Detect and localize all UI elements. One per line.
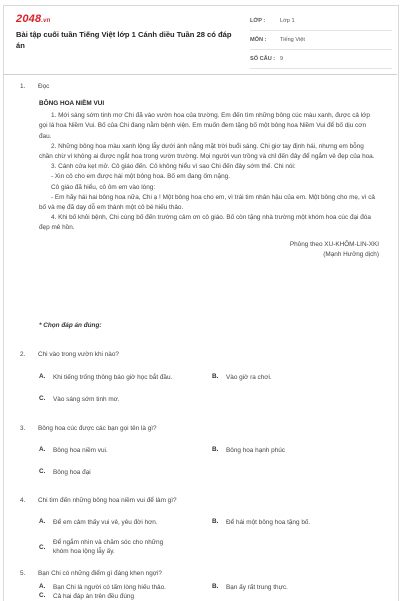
meta-key: SỐ CÂU : — [250, 56, 276, 62]
meta-table — [250, 12, 392, 69]
passage-paragraph: 3. Cánh cửa kẹt mở. Cô giáo đến. Cô không hiểu vì sao Chi đến đây sớm thế. Chi nói: — [51, 163, 296, 171]
site-logo[interactable]: 2048.vn — [16, 13, 51, 25]
option-letter: C. — [39, 395, 46, 402]
option-a[interactable] — [39, 583, 166, 592]
passage-paragraph: Cô giáo đã hiểu, cô ôm em vào lòng: — [51, 183, 156, 191]
option-letter: C. — [39, 592, 46, 599]
option-letter: B. — [212, 373, 219, 380]
option-text: Cả hai đáp án trên đều đúng — [53, 593, 135, 600]
option-letter: A. — [39, 373, 46, 380]
meta-row-class — [250, 12, 392, 31]
meta-key: LỚP : — [250, 18, 266, 24]
option-b[interactable] — [212, 518, 310, 527]
option-text: Vào sáng sớm tinh mơ. — [53, 396, 120, 403]
meta-row-subject — [250, 31, 392, 50]
question-text: Bạn Chi có những điểm gì đáng khen ngợi? — [38, 570, 162, 577]
option-text: Vào giờ ra chơi. — [226, 374, 272, 381]
instruction: * Chọn đáp án đúng: — [39, 322, 102, 329]
option-text: Để ngắm nhìn và chăm sóc cho những khóm hoa lộng lẫy ấy. — [53, 539, 164, 555]
option-b[interactable] — [212, 373, 272, 382]
option-text: Bông hoa niềm vui. — [53, 447, 108, 454]
option-text: Khi tiếng trống thông báo giờ học bắt đầu. — [53, 374, 173, 381]
option-c[interactable] — [39, 468, 91, 477]
option-a[interactable] — [39, 518, 158, 527]
option-text: Bông hoa đại — [53, 469, 91, 476]
passage-paragraph: 2. Những bông hoa màu xanh lộng lẫy dưới ánh nắng mặt trời buổi sáng. Chi giơ tay định hái, nhưng em bỗng chần chừ vì không ai được ngắt hoa trong vườn trường. Mọi người vun trồng và chỉ đến đây để ngắm vẻ đẹp của hoa. — [39, 142, 375, 161]
question-text: Bông hoa cúc được các bạn gọi tên là gì? — [38, 425, 157, 432]
option-letter: A. — [39, 446, 46, 453]
question-text: Chi vào trong vườn khi nào? — [38, 351, 119, 358]
passage-paragraph: - Em hãy hái hai bông hoa nữa, Chi ạ ! Một bông hoa cho em, vì trái tim nhân hậu của em. Một bông cho mẹ, vì cả bố và mẹ đã dạy dỗ em thành một cô bé hiếu thảo. — [39, 193, 375, 212]
passage-author: Phỏng theo XU-KHÔM-LIN-XKI — [289, 240, 379, 248]
question-2 — [20, 351, 119, 358]
passage-paragraph: - Xin cô cho em được hái một bông hoa. Bố em đang ốm nặng. — [51, 173, 230, 181]
passage-paragraph: 4. Khi bố khỏi bệnh, Chi cùng bố đến trường cảm ơn cô giáo. Bố còn tặng nhà trường một khóm hoa cúc đại đóa đẹp mê hồn. — [39, 214, 371, 232]
question-number: 2. — [20, 351, 26, 358]
option-letter: B. — [212, 446, 219, 453]
option-letter: A. — [39, 583, 46, 590]
option-c[interactable] — [39, 395, 120, 404]
meta-row-count — [250, 50, 392, 69]
option-letter: C. — [39, 543, 46, 551]
question-3 — [20, 425, 157, 432]
option-text: Để hái một bông hoa tặng bố. — [226, 519, 311, 526]
option-text: Bạn ấy rất trung thực. — [226, 584, 288, 591]
question-1 — [20, 83, 49, 90]
page-title: Bài tập cuối tuần Tiếng Việt lớp 1 Cánh diều Tuần 28 có đáp án — [16, 30, 232, 50]
meta-key: MÔN : — [250, 37, 267, 43]
header-divider — [3, 74, 397, 75]
meta-value: 9 — [280, 56, 284, 62]
question-number: 4. — [20, 497, 26, 504]
option-letter: B. — [212, 518, 219, 525]
reading-passage — [39, 99, 379, 260]
option-b[interactable] — [212, 446, 285, 455]
option-text: Bạn Chi là người có tấm lòng hiếu thảo. — [53, 584, 166, 591]
question-number: 5. — [20, 570, 26, 577]
question-text: Đọc — [38, 83, 50, 90]
option-a[interactable] — [39, 446, 108, 455]
option-letter: A. — [39, 518, 46, 525]
option-letter: C. — [39, 468, 46, 475]
worksheet-page — [3, 5, 399, 601]
option-text: Bông hoa hạnh phúc — [226, 447, 285, 454]
passage-translator: (Mạnh Hưởng dịch) — [323, 250, 379, 258]
meta-value: Tiếng Việt — [280, 37, 305, 43]
question-5 — [20, 570, 162, 577]
option-b[interactable] — [212, 583, 288, 592]
passage-paragraph: 1. Mới sáng sớm tinh mơ Chi đã vào vườn hoa của trường. Em đến tìm những bông cúc màu xanh, được cả lớp gọi là hoa Niềm Vui. Bố của Chi đang nằm bệnh viện. Em muốn đem tặng bố một bông hoa Niềm Vui để bố dịu cơn đau. — [39, 112, 370, 140]
question-text: Chi tìm đến những bông hoa niềm vui để làm gì? — [38, 497, 177, 504]
question-number: 1. — [20, 83, 26, 90]
question-number: 3. — [20, 425, 26, 432]
meta-value: Lớp 1 — [280, 18, 295, 24]
option-text: Để em cảm thấy vui vẻ, yêu đời hơn. — [53, 519, 158, 526]
option-letter: B. — [212, 583, 219, 590]
option-a[interactable] — [39, 373, 172, 382]
passage-title: BÔNG HOA NIỀM VUI — [39, 100, 105, 107]
question-4 — [20, 497, 177, 504]
option-c[interactable] — [39, 538, 173, 556]
